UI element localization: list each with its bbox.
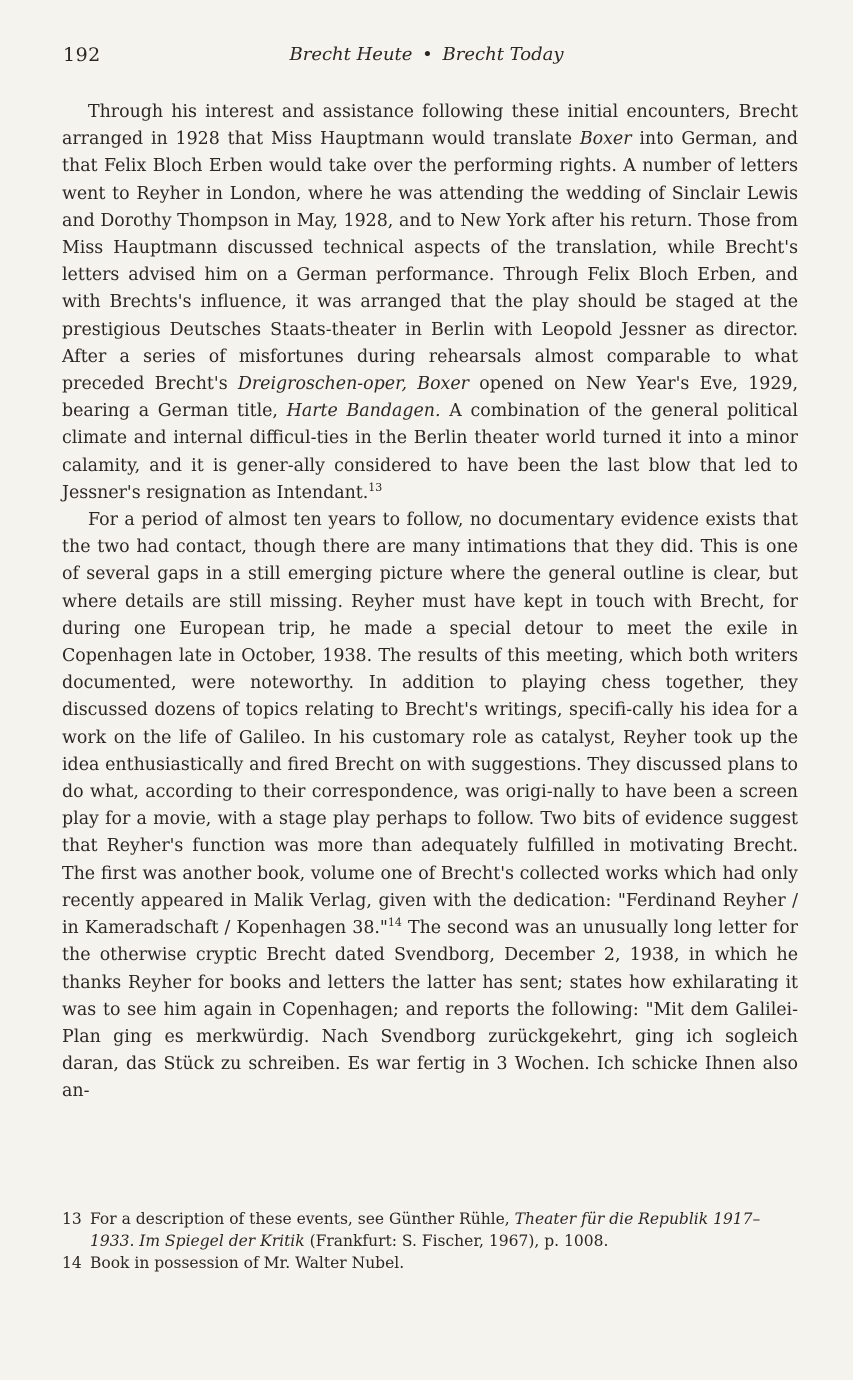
body-text — [62, 99, 798, 1106]
running-head-german-title: Brecht Heute — [289, 44, 413, 65]
footnote — [62, 1208, 802, 1252]
italic-title: Harte Bandagen. — [286, 401, 441, 422]
text-run: For a period of almost ten years to follow, no documentary evidence exists that the two had contact, though there are many intimations that they did. This is one of several gaps in a still emerging picture where the general outline is clear, but where details are still missing. Reyher must have kept in touch with Brecht, for during one European trip, he made a special detour to meet the exile in Copenhagen late in October, 1938. The results of this meeting, which both writers documented, were noteworthy. In addition to playing chess together, they discussed dozens of topics relating to Brecht's writings, specifi-cally his idea for a work on the life of Galileo. In his customary role as catalyst, Reyher took up the idea enthusiastically and fired Brecht on with suggestions. They discussed plans to do what, according to their correspondence, was origi-nally to have been a screen play for a movie, with a stage play perhaps to follow. Two bits of evidence suggest that Reyher's function was more than adequately fulfilled in motivating Brecht. The first was another book, volume one of Brecht's collected works which had only recently appeared in Malik Verlag, given with the dedication: "Ferdinand Reyher / in Kameradschaft / Kopenhagen 38." — [62, 510, 798, 939]
footnote-ref[interactable]: 13 — [368, 480, 383, 494]
running-head — [0, 44, 853, 65]
footnote — [62, 1252, 802, 1274]
text-run: The second was an unusually long letter for the otherwise cryptic Brecht dated Svendborg, December 2, 1938, in which he thanks Reyher for books and letters the latter has sent; states how exhilarating it was to see him again in Copenhagen; and reports the following: "Mit dem Galilei-Plan ging es merkwürdig. Nach Svendborg zurückgekehrt, ging ich sogleich daran, das Stück zu schreiben. Es war fertig in 3 Wochen. Ich schicke Ihnen also an- — [62, 918, 798, 1102]
text-run: A combination of the general political climate and internal difficul-ties in the Berlin theater world turned it into a minor calamity, and it is gener-ally considered to have been the last blow that led to Jessner's resignation as Intendant. — [62, 401, 798, 503]
footnote-text — [90, 1208, 802, 1252]
paragraph — [62, 99, 798, 507]
page-number: 192 — [63, 44, 101, 66]
italic-title: Boxer — [579, 129, 632, 150]
text-run: opened on New Year's Eve, 1929, bearing a German title, — [62, 374, 798, 422]
footnote-number: 14 — [62, 1254, 82, 1272]
paragraph — [62, 507, 798, 1105]
italic-title: Theater für die Republik 1917–1933. Im Spiegel der Kritik — [90, 1210, 761, 1250]
text-run: For a description of these events, see Günther Rühle, — [90, 1210, 515, 1228]
footnote-ref[interactable]: 14 — [387, 916, 402, 930]
italic-title: Dreigroschen-oper, Boxer — [237, 374, 469, 395]
footnotes — [62, 1208, 802, 1274]
running-head-english-title: Brecht Today — [442, 44, 564, 65]
footnote-text: Book in possession of Mr. Walter Nubel. — [90, 1254, 405, 1272]
text-run: (Frankfurt: S. Fischer, 1967), p. 1008. — [304, 1232, 609, 1250]
running-head-separator: • — [422, 44, 433, 65]
footnote-number: 13 — [62, 1210, 82, 1228]
text-run: Through his interest and assistance following these initial encounters, Brecht arranged in 1928 that Miss Hauptmann would translate — [62, 102, 798, 150]
text-run: into German, and that Felix Bloch Erben would take over the performing rights. A number of letters went to Reyher in London, where he was attending the wedding of Sinclair Lewis and Dorothy Thompson in May, 1928, and to New York after his return. Those from Miss Hauptmann discussed technical aspects of the translation, while Brecht's letters advised him on a German performance. Through Felix Bloch Erben, and with Brechts's influence, it was arranged that the play should be staged at the prestigious Deutsches Staats-theater in Berlin with Leopold Jessner as director. After a series of misfortunes during rehearsals almost comparable to what preceded Brecht's — [62, 129, 799, 395]
